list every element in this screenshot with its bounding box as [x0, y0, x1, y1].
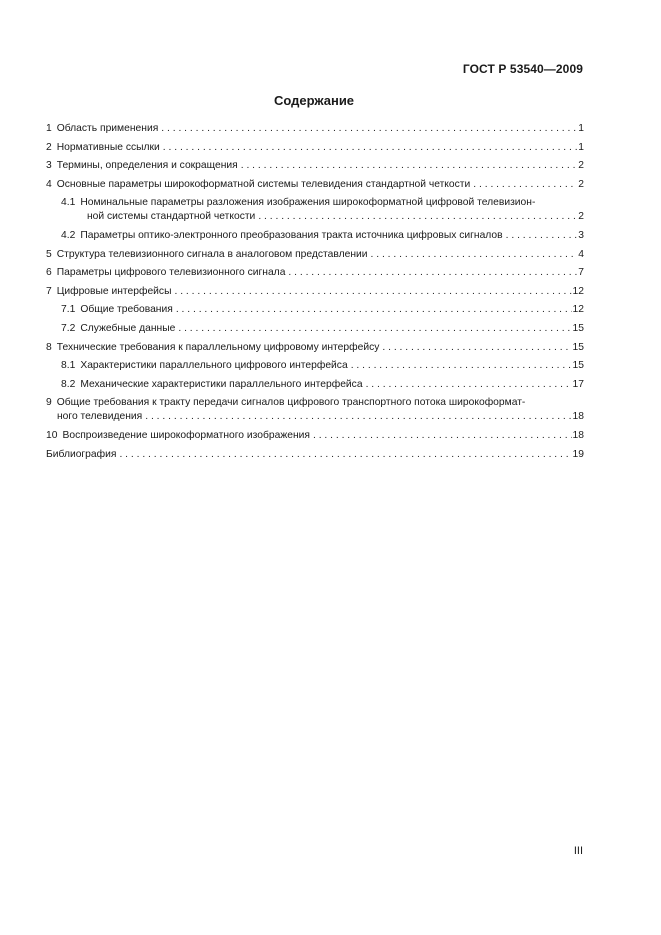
toc-leader-dots	[366, 378, 572, 392]
toc-entry-number: 10	[46, 429, 58, 441]
toc-leader-dots	[351, 359, 572, 373]
toc-entry-number: 5	[46, 248, 52, 260]
toc-leader-dots	[145, 410, 571, 424]
toc-entry-title-continued: ного телевидения	[57, 411, 143, 423]
toc-entry-title: Служебные данные	[80, 322, 176, 334]
toc-entry-title: Технические требования к параллельному цифровому интерфейсу	[56, 341, 380, 353]
toc-entry-bibliography[interactable]	[46, 448, 584, 462]
toc-leader-dots	[178, 322, 571, 336]
toc-entry-number: 7	[46, 285, 52, 297]
toc-entry-4-1[interactable]	[46, 196, 584, 224]
toc-leader-dots	[288, 266, 577, 280]
toc-entry-3[interactable]	[46, 159, 584, 173]
toc-entry-7-1[interactable]	[46, 303, 584, 317]
toc-leader-dots	[163, 141, 577, 155]
toc-entry-page: 15	[572, 360, 584, 372]
toc-entry-number: 7.2	[61, 322, 76, 334]
toc-entry-title: Номинальные параметры разложения изображения широкоформатной цифровой телевизион-	[80, 197, 536, 209]
toc-entry-title: Структура телевизионного сигнала в аналоговом представлении	[56, 248, 368, 260]
toc-entry-number: 7.1	[61, 304, 76, 316]
toc-entry-page: 15	[572, 341, 584, 353]
toc-entry-title: Параметры цифрового телевизионного сигнала	[56, 267, 286, 279]
toc-entry-page: 12	[572, 304, 584, 316]
toc-entry-4[interactable]	[46, 178, 584, 192]
toc-entry-page: 2	[578, 178, 584, 190]
toc-entry-title: Воспроизведение широкоформатного изображения	[62, 429, 310, 441]
toc-entry-title: Нормативные ссылки	[56, 141, 160, 153]
toc-entry-title: Общие требования	[80, 304, 173, 316]
toc-entry-page: 2	[578, 211, 584, 223]
toc-entry-number: 3	[46, 160, 52, 172]
toc-leader-dots	[258, 210, 577, 224]
toc-entry-number: 8.2	[61, 378, 76, 390]
toc-entry-number: 1	[46, 123, 52, 134]
toc-entry-title-line2	[46, 210, 584, 224]
toc-entry-title: Механические характеристики параллельного интерфейса	[80, 378, 363, 390]
toc-entry-4-2[interactable]	[46, 229, 584, 243]
toc-entry-2[interactable]	[46, 141, 584, 155]
toc-leader-dots	[161, 122, 577, 136]
toc-entry-number: 9	[46, 397, 52, 409]
toc-entry-title: Цифровые интерфейсы	[56, 285, 172, 297]
toc-leader-dots	[506, 229, 578, 243]
toc-entry-6[interactable]	[46, 266, 584, 280]
toc-entry-page: 3	[578, 229, 584, 241]
toc-entry-7[interactable]	[46, 285, 584, 299]
toc-entry-page: 18	[572, 429, 584, 441]
toc-entry-page: 19	[572, 448, 584, 460]
toc-leader-dots	[313, 429, 572, 443]
toc-entry-page: 12	[572, 285, 584, 297]
toc-leader-dots	[382, 341, 571, 355]
toc-leader-dots	[119, 448, 571, 462]
toc-leader-dots	[174, 285, 571, 299]
toc-leader-dots	[371, 248, 578, 262]
toc-entry-title: Характеристики параллельного цифрового интерфейса	[80, 360, 348, 372]
toc-entry-number: 4.2	[61, 229, 76, 241]
table-of-contents	[46, 122, 584, 466]
toc-entry-number: 4.1	[61, 197, 76, 209]
toc-entry-title: Библиография	[46, 448, 117, 460]
toc-entry-page: 17	[572, 378, 584, 390]
toc-entry-page: 4	[578, 248, 584, 260]
toc-leader-dots	[473, 178, 577, 192]
toc-entry-title: Термины, определения и сокращения	[56, 160, 238, 172]
toc-entry-page: 1	[578, 141, 584, 153]
toc-entry-title-line1	[46, 196, 584, 210]
standard-id-header: ГОСТ Р 53540—2009	[462, 62, 583, 76]
toc-entry-10[interactable]	[46, 429, 584, 443]
toc-entry-page: 7	[578, 267, 584, 279]
toc-entry-page: 2	[578, 160, 584, 172]
toc-entry-title: Параметры оптико-электронного преобразования тракта источника цифровых сигналов	[80, 229, 503, 241]
toc-entry-5[interactable]	[46, 248, 584, 262]
toc-leader-dots	[241, 159, 578, 173]
toc-entry-number: 2	[46, 141, 52, 153]
toc-entry-7-2[interactable]	[46, 322, 584, 336]
toc-entry-number: 8.1	[61, 360, 76, 372]
toc-entry-page: 18	[572, 411, 584, 423]
toc-entry-8[interactable]	[46, 341, 584, 355]
toc-entry-page: 1	[578, 123, 584, 134]
toc-entry-page: 15	[572, 322, 584, 334]
toc-entry-8-2[interactable]	[46, 378, 584, 392]
toc-entry-8-1[interactable]	[46, 359, 584, 373]
toc-leader-dots	[176, 303, 572, 317]
toc-entry-title-line2	[46, 410, 584, 424]
toc-entry-1[interactable]	[46, 122, 584, 136]
toc-entry-title-continued: ной системы стандартной четкости	[87, 211, 256, 223]
toc-entry-9[interactable]	[46, 396, 584, 424]
toc-entry-title: Основные параметры широкоформатной системы телевидения стандартной четкости	[56, 178, 471, 190]
page-number-footer: III	[573, 845, 583, 857]
toc-entry-number: 6	[46, 267, 52, 279]
toc-entry-title: Область применения	[56, 123, 159, 134]
toc-entry-number: 8	[46, 341, 52, 353]
toc-title: Содержание	[273, 93, 355, 108]
toc-entry-number: 4	[46, 178, 52, 190]
toc-entry-title: Общие требования к тракту передачи сигналов цифрового транспортного потока широкоформат-	[56, 397, 526, 409]
toc-entry-title-line1	[46, 396, 584, 410]
